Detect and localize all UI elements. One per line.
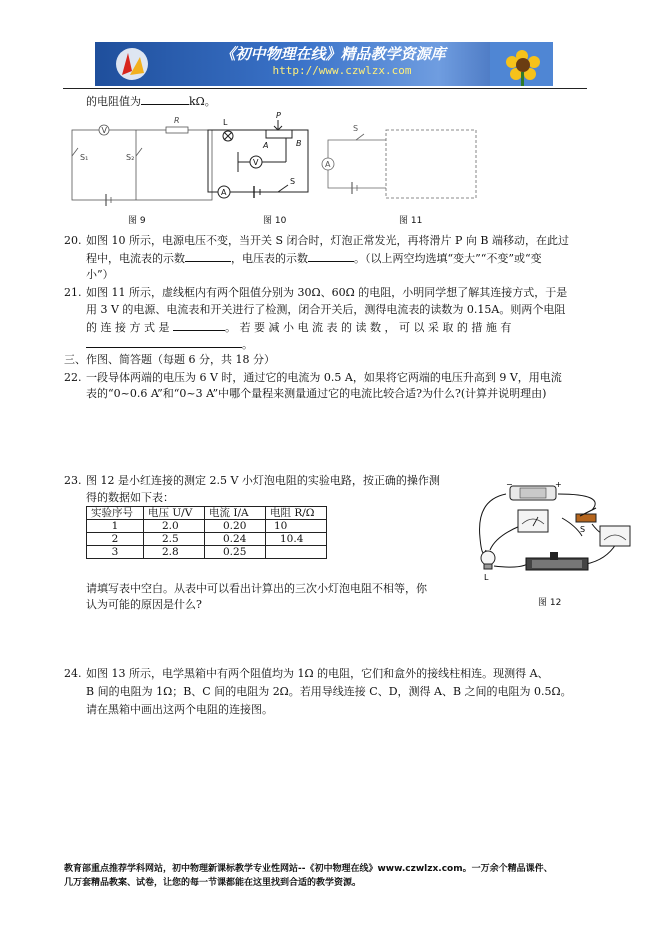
q23-line3: 请填写表中空白。从表中可以看出计算出的三次小灯泡电阻不相等，你 <box>86 582 427 595</box>
q24-number: 24. <box>64 667 82 680</box>
fig9-r-label: R <box>174 116 180 125</box>
q20-line3: 小”） <box>86 268 114 281</box>
q20-number: 20. <box>64 234 82 247</box>
table-cell: 0.25 <box>205 546 266 559</box>
table-header-cell: 电流 I/A <box>205 507 266 520</box>
q21-number: 21. <box>64 286 82 299</box>
q24-line3: 请在黑箱中画出这两个电阻的连接图。 <box>86 703 273 716</box>
switch-device <box>576 508 596 522</box>
table-row <box>87 546 327 559</box>
q20-line2: 程中，电流表的示数 ，电压表的示数 。（以上两空均选填“变大”“不变”或“变 <box>86 252 542 265</box>
fig10-b-end-label: B <box>296 139 302 148</box>
table-row <box>87 520 327 533</box>
table-cell-blank[interactable] <box>266 546 327 559</box>
table-cell: 0.24 <box>205 533 266 546</box>
q22-number: 22. <box>64 371 82 384</box>
fig10-switch-label: S <box>290 177 296 186</box>
table-header-row <box>87 507 327 520</box>
battery-pack <box>510 486 556 500</box>
fig11-caption: 图 11 <box>399 216 423 226</box>
table-header-cell: 实验序号 <box>87 507 144 520</box>
table-cell: 2.0 <box>144 520 205 533</box>
fig10-caption: 图 10 <box>263 216 287 226</box>
q23-line4: 认为可能的原因是什么? <box>86 598 202 611</box>
q21-blank-connection[interactable] <box>173 319 225 331</box>
fig10-a-end-label: A <box>263 141 269 150</box>
figure-11-circuit <box>322 130 476 198</box>
table-row <box>87 533 327 546</box>
q23-line2: 得的数据如下表： <box>86 491 174 504</box>
fig10-ammeter-label: A <box>221 188 227 197</box>
q24-line1: 如图 13 所示，电学黑箱中有两个阻值均为 1Ω 的电阻，它们和盒外的接线柱相连。现测得 A、 <box>86 667 549 680</box>
q21-line2: 用 3 V 的电源、电流表和开关进行了检测，闭合开关后，测得电流表的读数为 0.15A。则两个电阻 <box>86 303 566 316</box>
q19-tail: 的电阻值为 kΩ。 <box>86 95 216 108</box>
q21-line3: 的 连 接 方 式 是 。 若 要 减 小 电 流 表 的 读 数 ， 可 以 采 取 的 措 施 有 <box>86 321 512 334</box>
q22-line2: 表的“0~0.6 A”和“0~3 A”中哪个量程来测量通过它的电流比较合适?为什么?(计算并说明理由) <box>86 387 547 400</box>
q24-line2: B 间的电阻为 1Ω；B、C 间的电阻为 2Ω。若用导线连接 C、D，测得 A、B 之间的电阻为 0.5Ω。 <box>86 685 572 698</box>
battery-minus-label: − <box>506 480 513 489</box>
fig11-ammeter-label: A <box>325 160 331 169</box>
fig10-voltmeter-label: V <box>253 158 259 167</box>
table-cell: 2 <box>87 533 144 546</box>
fig12-caption: 图 12 <box>538 598 562 608</box>
q20-blank-voltmeter[interactable] <box>308 250 354 262</box>
footer-line2: 几万套精品教案、试卷，让您的每一节课都能在这里找到合适的教学资源。 <box>64 878 362 888</box>
q21-line4: 。 <box>86 336 253 352</box>
rheostat-device <box>526 552 588 570</box>
figure-12-experiment <box>466 480 642 608</box>
fig12-lamp-label: L <box>484 573 489 582</box>
q23-number: 23. <box>64 474 82 487</box>
table-cell: 2.8 <box>144 546 205 559</box>
footer-line1: 教育部重点推荐学科网站，初中物理新课标教学专业性网站--《初中物理在线》www.czwlzx.com。一万余个精品课件、 <box>64 864 553 874</box>
table-cell: 2.5 <box>144 533 205 546</box>
q20-blank-ammeter[interactable] <box>185 250 231 262</box>
q20-line1: 如图 10 所示，电源电压不变，当开关 S 闭合时，灯泡正常发光，再将滑片 P 向 B 端移动，在此过 <box>86 234 569 247</box>
table-header-cell: 电阻 R/Ω <box>266 507 327 520</box>
table-cell: 1 <box>87 520 144 533</box>
table-cell: 0.20 <box>205 520 266 533</box>
fig12-switch-label: S <box>580 525 586 534</box>
fig10-slider-label: P <box>276 112 281 120</box>
bulb-device <box>481 551 495 569</box>
q21-blank-measure[interactable] <box>86 336 242 348</box>
answer-blank[interactable] <box>141 93 189 105</box>
header-rule <box>63 88 587 89</box>
q21-line1: 如图 11 所示，虚线框内有两个阻值分别为 30Ω、60Ω 的电阻，小明同学想了解其连接方式，于是 <box>86 286 568 299</box>
battery-plus-label: + <box>555 480 562 489</box>
table-header-cell: 电压 U/V <box>144 507 205 520</box>
q23-line1: 图 12 是小红连接的测定 2.5 V 小灯泡电阻的实验电路，按正确的操作测 <box>86 474 440 487</box>
table-cell: 3 <box>87 546 144 559</box>
fig9-s2-label: S₂ <box>126 153 135 162</box>
header-title: 《初中物理在线》精品教学资源库 <box>220 45 446 63</box>
ammeter-device <box>518 510 548 532</box>
fig9-voltmeter-label: V <box>101 126 107 135</box>
sunflower-icon <box>490 42 553 86</box>
fig9-s1-label: S₁ <box>80 153 89 162</box>
circuit-figures-9-11 <box>66 112 486 212</box>
fig9-caption: 图 9 <box>128 216 146 226</box>
site-logo-icon <box>110 45 154 83</box>
fig10-lamp-label: L <box>223 118 228 127</box>
header-url[interactable]: http://www.czwlzx.com <box>272 64 412 77</box>
table-cell: 10 <box>266 520 327 533</box>
section3-title: 三、作图、简答题（每题 6 分，共 18 分） <box>64 353 275 366</box>
q22-line1: 一段导体两端的电压为 6 V 时，通过它的电流为 0.5 A，如果将它两端的电压升高到 9 V，用电流 <box>86 371 562 384</box>
table-cell: 10.4 <box>266 533 327 546</box>
figure-9-circuit <box>72 125 212 206</box>
fig11-switch-label: S <box>353 124 359 133</box>
voltmeter-device <box>600 526 630 546</box>
q23-data-table <box>86 506 327 559</box>
